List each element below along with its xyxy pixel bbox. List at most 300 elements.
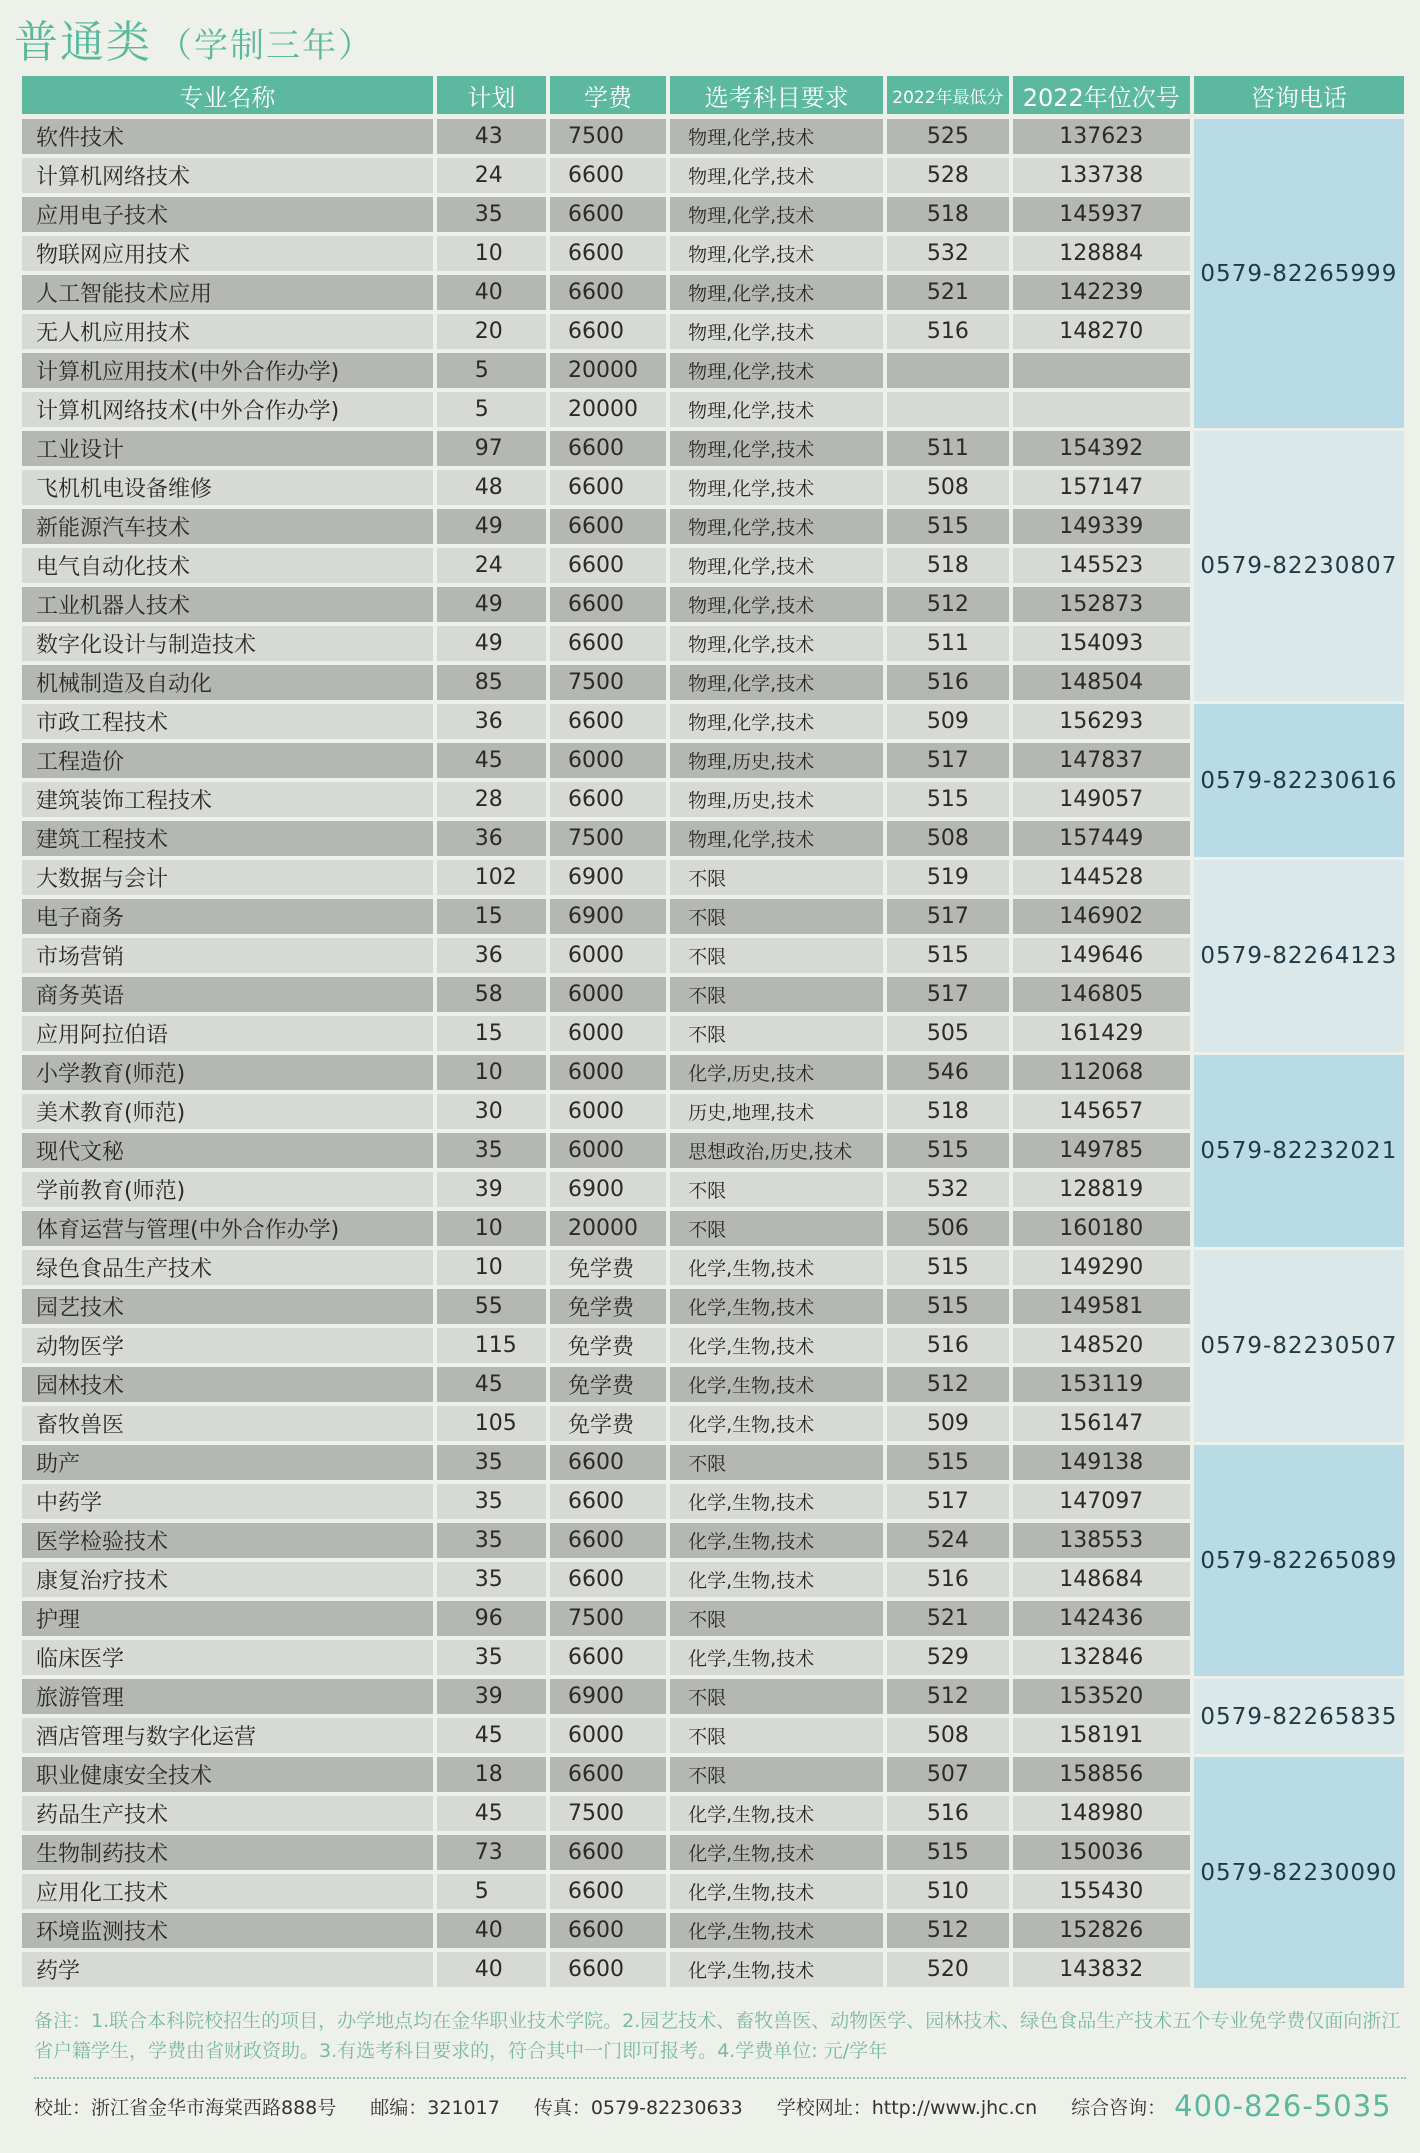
tuition: 免学费 — [550, 1367, 666, 1406]
subject-requirement: 物理,化学,技术 — [670, 704, 883, 743]
min-score-2022: 515 — [887, 509, 1009, 548]
rank-2022: 154392 — [1013, 431, 1190, 470]
plan-count: 49 — [437, 626, 546, 665]
table-row — [22, 1757, 1404, 1796]
tuition: 6600 — [550, 1835, 666, 1874]
subject-requirement: 物理,化学,技术 — [670, 314, 883, 353]
major-name: 应用化工技术 — [22, 1874, 433, 1913]
subject-requirement: 不限 — [670, 1016, 883, 1055]
plan-count: 36 — [437, 938, 546, 977]
col-header-min-score: 2022年最低分 — [887, 76, 1009, 119]
min-score-2022: 517 — [887, 977, 1009, 1016]
tuition: 6600 — [550, 275, 666, 314]
subject-requirement: 物理,化学,技术 — [670, 587, 883, 626]
rank-2022: 158856 — [1013, 1757, 1190, 1796]
tuition: 7500 — [550, 665, 666, 704]
footer-website[interactable]: 学校网址：http://www.jhc.cn — [776, 2096, 1038, 2119]
min-score-2022: 516 — [887, 1328, 1009, 1367]
table-header-row — [22, 76, 1404, 119]
min-score-2022: 512 — [887, 587, 1009, 626]
major-name: 体育运营与管理(中外合作办学) — [22, 1211, 433, 1250]
min-score-2022: 507 — [887, 1757, 1009, 1796]
min-score-2022 — [887, 392, 1009, 431]
major-name: 助产 — [22, 1445, 433, 1484]
major-name: 护理 — [22, 1601, 433, 1640]
table-row — [22, 1445, 1404, 1484]
rank-2022: 156147 — [1013, 1406, 1190, 1445]
plan-count: 45 — [437, 1796, 546, 1835]
rank-2022: 152826 — [1013, 1913, 1190, 1952]
consult-phone: 0579-82230807 — [1194, 431, 1404, 704]
min-score-2022: 515 — [887, 782, 1009, 821]
rank-2022: 142436 — [1013, 1601, 1190, 1640]
page-title — [14, 6, 374, 68]
subject-requirement: 不限 — [670, 1211, 883, 1250]
plan-count: 43 — [437, 119, 546, 158]
major-name: 现代文秘 — [22, 1133, 433, 1172]
tuition: 7500 — [550, 821, 666, 860]
plan-count: 35 — [437, 1523, 546, 1562]
rank-2022: 154093 — [1013, 626, 1190, 665]
tuition: 6600 — [550, 1445, 666, 1484]
tuition: 6600 — [550, 1952, 666, 1991]
subject-requirement: 化学,历史,技术 — [670, 1055, 883, 1094]
table-row — [22, 860, 1404, 899]
subject-requirement: 物理,化学,技术 — [670, 509, 883, 548]
min-score-2022: 516 — [887, 1562, 1009, 1601]
title-subtitle: （学制三年） — [158, 26, 374, 66]
major-name: 大数据与会计 — [22, 860, 433, 899]
major-name: 畜牧兽医 — [22, 1406, 433, 1445]
rank-2022: 156293 — [1013, 704, 1190, 743]
rank-2022: 153119 — [1013, 1367, 1190, 1406]
major-name: 旅游管理 — [22, 1679, 433, 1718]
rank-2022: 149339 — [1013, 509, 1190, 548]
rank-2022: 152873 — [1013, 587, 1190, 626]
tuition: 6900 — [550, 1172, 666, 1211]
table-row — [22, 1250, 1404, 1289]
title-main: 普通类 — [14, 17, 152, 68]
plan-count: 15 — [437, 1016, 546, 1055]
rank-2022: 145523 — [1013, 548, 1190, 587]
tuition: 6900 — [550, 1679, 666, 1718]
min-score-2022: 517 — [887, 899, 1009, 938]
col-header-major: 专业名称 — [22, 76, 433, 119]
rank-2022: 157147 — [1013, 470, 1190, 509]
col-header-tuition: 学费 — [550, 76, 666, 119]
min-score-2022: 508 — [887, 470, 1009, 509]
tuition: 6600 — [550, 782, 666, 821]
tuition: 6600 — [550, 1913, 666, 1952]
rank-2022: 148684 — [1013, 1562, 1190, 1601]
min-score-2022: 509 — [887, 1406, 1009, 1445]
tuition: 6000 — [550, 1094, 666, 1133]
subject-requirement: 化学,生物,技术 — [670, 1406, 883, 1445]
min-score-2022: 515 — [887, 1445, 1009, 1484]
footer-fax: 传真：0579-82230633 — [533, 2096, 743, 2119]
plan-count: 96 — [437, 1601, 546, 1640]
rank-2022: 150036 — [1013, 1835, 1190, 1874]
plan-count: 45 — [437, 1367, 546, 1406]
min-score-2022: 511 — [887, 431, 1009, 470]
major-name: 职业健康安全技术 — [22, 1757, 433, 1796]
subject-requirement: 物理,化学,技术 — [670, 353, 883, 392]
major-name: 物联网应用技术 — [22, 236, 433, 275]
tuition: 6600 — [550, 314, 666, 353]
tuition: 免学费 — [550, 1250, 666, 1289]
major-name: 医学检验技术 — [22, 1523, 433, 1562]
plan-count: 115 — [437, 1328, 546, 1367]
rank-2022: 149581 — [1013, 1289, 1190, 1328]
plan-count: 5 — [437, 1874, 546, 1913]
tuition: 6600 — [550, 587, 666, 626]
major-name: 动物医学 — [22, 1328, 433, 1367]
tuition: 6600 — [550, 626, 666, 665]
table-row — [22, 1055, 1404, 1094]
min-score-2022: 511 — [887, 626, 1009, 665]
major-name: 计算机网络技术 — [22, 158, 433, 197]
col-header-phone: 咨询电话 — [1194, 76, 1404, 119]
subject-requirement: 不限 — [670, 1757, 883, 1796]
major-name: 工程造价 — [22, 743, 433, 782]
footer — [34, 2086, 1406, 2126]
plan-count: 97 — [437, 431, 546, 470]
rank-2022: 149057 — [1013, 782, 1190, 821]
plan-count: 18 — [437, 1757, 546, 1796]
subject-requirement: 化学,生物,技术 — [670, 1250, 883, 1289]
consult-phone: 0579-82230507 — [1194, 1250, 1404, 1445]
subject-requirement: 化学,生物,技术 — [670, 1796, 883, 1835]
min-score-2022: 510 — [887, 1874, 1009, 1913]
plan-count: 40 — [437, 1952, 546, 1991]
plan-count: 35 — [437, 197, 546, 236]
min-score-2022: 546 — [887, 1055, 1009, 1094]
plan-count: 24 — [437, 158, 546, 197]
tuition: 6900 — [550, 899, 666, 938]
min-score-2022: 532 — [887, 1172, 1009, 1211]
plan-count: 10 — [437, 1211, 546, 1250]
table-row — [22, 704, 1404, 743]
table-row — [22, 431, 1404, 470]
plan-count: 49 — [437, 587, 546, 626]
min-score-2022: 521 — [887, 1601, 1009, 1640]
rank-2022: 153520 — [1013, 1679, 1190, 1718]
rank-2022: 155430 — [1013, 1874, 1190, 1913]
plan-count: 24 — [437, 548, 546, 587]
rank-2022: 147097 — [1013, 1484, 1190, 1523]
tuition: 20000 — [550, 1211, 666, 1250]
rank-2022: 146902 — [1013, 899, 1190, 938]
major-name: 康复治疗技术 — [22, 1562, 433, 1601]
major-name: 电子商务 — [22, 899, 433, 938]
notes: 备注：1.联合本科院校招生的项目，办学地点均在金华职业技术学院。2.园艺技术、畜牧兽医、动物医学、园林技术、绿色食品生产技术五个专业免学费仅面向浙江省户籍学生，学费由省财政资助。3.有选考科目要求的，符合其中一门即可报考。4.学费单位: 元/学年 — [34, 2010, 1401, 2062]
tuition: 6600 — [550, 158, 666, 197]
rank-2022: 158191 — [1013, 1718, 1190, 1757]
tuition: 6600 — [550, 1757, 666, 1796]
subject-requirement: 不限 — [670, 938, 883, 977]
rank-2022 — [1013, 353, 1190, 392]
col-header-subjects: 选考科目要求 — [670, 76, 883, 119]
major-name: 市政工程技术 — [22, 704, 433, 743]
subject-requirement: 历史,地理,技术 — [670, 1094, 883, 1133]
min-score-2022: 515 — [887, 1835, 1009, 1874]
subject-requirement: 物理,化学,技术 — [670, 431, 883, 470]
major-name: 绿色食品生产技术 — [22, 1250, 433, 1289]
major-name: 软件技术 — [22, 119, 433, 158]
tuition: 6000 — [550, 1016, 666, 1055]
major-name: 飞机机电设备维修 — [22, 470, 433, 509]
tuition: 6600 — [550, 1874, 666, 1913]
plan-count: 40 — [437, 275, 546, 314]
tuition: 6600 — [550, 1523, 666, 1562]
plan-count: 28 — [437, 782, 546, 821]
rank-2022: 143832 — [1013, 1952, 1190, 1991]
plan-count: 55 — [437, 1289, 546, 1328]
min-score-2022: 518 — [887, 548, 1009, 587]
min-score-2022 — [887, 353, 1009, 392]
plan-count: 35 — [437, 1133, 546, 1172]
rank-2022 — [1013, 392, 1190, 431]
subject-requirement: 不限 — [670, 1679, 883, 1718]
major-name: 建筑工程技术 — [22, 821, 433, 860]
min-score-2022: 518 — [887, 197, 1009, 236]
major-name: 计算机应用技术(中外合作办学) — [22, 353, 433, 392]
rank-2022: 148270 — [1013, 314, 1190, 353]
subject-requirement: 不限 — [670, 899, 883, 938]
footer-divider — [34, 2077, 1406, 2079]
table-row — [22, 119, 1404, 158]
min-score-2022: 528 — [887, 158, 1009, 197]
tuition: 6600 — [550, 1484, 666, 1523]
tuition: 7500 — [550, 1601, 666, 1640]
major-name: 市场营销 — [22, 938, 433, 977]
table-body — [22, 119, 1404, 1991]
major-name: 建筑装饰工程技术 — [22, 782, 433, 821]
subject-requirement: 物理,化学,技术 — [670, 158, 883, 197]
subject-requirement: 化学,生物,技术 — [670, 1562, 883, 1601]
rank-2022: 112068 — [1013, 1055, 1190, 1094]
major-name: 机械制造及自动化 — [22, 665, 433, 704]
plan-count: 10 — [437, 1055, 546, 1094]
min-score-2022: 517 — [887, 1484, 1009, 1523]
min-score-2022: 509 — [887, 704, 1009, 743]
rank-2022: 148504 — [1013, 665, 1190, 704]
tuition: 7500 — [550, 119, 666, 158]
consult-phone: 0579-82264123 — [1194, 860, 1404, 1055]
tuition: 6600 — [550, 548, 666, 587]
plan-count: 35 — [437, 1445, 546, 1484]
min-score-2022: 512 — [887, 1913, 1009, 1952]
tuition: 6900 — [550, 860, 666, 899]
consult-phone: 0579-82265835 — [1194, 1679, 1404, 1757]
tuition: 6600 — [550, 431, 666, 470]
major-name: 商务英语 — [22, 977, 433, 1016]
plan-count: 73 — [437, 1835, 546, 1874]
major-name: 生物制药技术 — [22, 1835, 433, 1874]
subject-requirement: 物理,化学,技术 — [670, 548, 883, 587]
subject-requirement: 物理,历史,技术 — [670, 782, 883, 821]
major-name: 电气自动化技术 — [22, 548, 433, 587]
major-name: 无人机应用技术 — [22, 314, 433, 353]
plan-count: 36 — [437, 821, 546, 860]
rank-2022: 147837 — [1013, 743, 1190, 782]
plan-count: 48 — [437, 470, 546, 509]
rank-2022: 146805 — [1013, 977, 1190, 1016]
min-score-2022: 532 — [887, 236, 1009, 275]
plan-count: 35 — [437, 1640, 546, 1679]
subject-requirement: 思想政治,历史,技术 — [670, 1133, 883, 1172]
consult-phone: 0579-82230090 — [1194, 1757, 1404, 1991]
min-score-2022: 517 — [887, 743, 1009, 782]
subject-requirement: 物理,化学,技术 — [670, 275, 883, 314]
major-name: 应用阿拉伯语 — [22, 1016, 433, 1055]
col-header-rank: 2022年位次号 — [1013, 76, 1190, 119]
enrollment-table — [18, 76, 1408, 1991]
plan-count: 40 — [437, 1913, 546, 1952]
major-name: 中药学 — [22, 1484, 433, 1523]
consult-phone: 0579-82265089 — [1194, 1445, 1404, 1679]
tuition: 6600 — [550, 704, 666, 743]
subject-requirement: 化学,生物,技术 — [670, 1913, 883, 1952]
plan-count: 35 — [437, 1562, 546, 1601]
plan-count: 85 — [437, 665, 546, 704]
plan-count: 5 — [437, 353, 546, 392]
subject-requirement: 不限 — [670, 860, 883, 899]
subject-requirement: 化学,生物,技术 — [670, 1289, 883, 1328]
tuition: 6600 — [550, 1562, 666, 1601]
tuition: 免学费 — [550, 1289, 666, 1328]
rank-2022: 148520 — [1013, 1328, 1190, 1367]
rank-2022: 148980 — [1013, 1796, 1190, 1835]
major-name: 环境监测技术 — [22, 1913, 433, 1952]
plan-count: 58 — [437, 977, 546, 1016]
tuition: 免学费 — [550, 1406, 666, 1445]
rank-2022: 137623 — [1013, 119, 1190, 158]
footer-consult-label: 综合咨询： — [1071, 2096, 1167, 2119]
rank-2022: 161429 — [1013, 1016, 1190, 1055]
tuition: 6000 — [550, 1055, 666, 1094]
rank-2022: 138553 — [1013, 1523, 1190, 1562]
plan-count: 10 — [437, 1250, 546, 1289]
plan-count: 39 — [437, 1172, 546, 1211]
plan-count: 20 — [437, 314, 546, 353]
col-header-plan: 计划 — [437, 76, 546, 119]
min-score-2022: 519 — [887, 860, 1009, 899]
subject-requirement: 不限 — [670, 977, 883, 1016]
tuition: 6600 — [550, 197, 666, 236]
plan-count: 45 — [437, 743, 546, 782]
footer-hotline[interactable]: 400-826-5035 — [1174, 2089, 1392, 2123]
plan-count: 10 — [437, 236, 546, 275]
subject-requirement: 化学,生物,技术 — [670, 1367, 883, 1406]
major-name: 工业设计 — [22, 431, 433, 470]
rank-2022: 128884 — [1013, 236, 1190, 275]
major-name: 小学教育(师范) — [22, 1055, 433, 1094]
tuition: 6600 — [550, 470, 666, 509]
subject-requirement: 不限 — [670, 1445, 883, 1484]
major-name: 新能源汽车技术 — [22, 509, 433, 548]
rank-2022: 149138 — [1013, 1445, 1190, 1484]
min-score-2022: 505 — [887, 1016, 1009, 1055]
tuition: 6000 — [550, 938, 666, 977]
subject-requirement: 物理,化学,技术 — [670, 821, 883, 860]
min-score-2022: 515 — [887, 938, 1009, 977]
tuition: 6000 — [550, 1133, 666, 1172]
rank-2022: 149785 — [1013, 1133, 1190, 1172]
plan-count: 5 — [437, 392, 546, 431]
subject-requirement: 物理,化学,技术 — [670, 665, 883, 704]
tuition: 6000 — [550, 743, 666, 782]
min-score-2022: 520 — [887, 1952, 1009, 1991]
rank-2022: 132846 — [1013, 1640, 1190, 1679]
min-score-2022: 512 — [887, 1679, 1009, 1718]
consult-phone: 0579-82230616 — [1194, 704, 1404, 860]
subject-requirement: 物理,化学,技术 — [670, 392, 883, 431]
min-score-2022: 515 — [887, 1289, 1009, 1328]
subject-requirement: 物理,化学,技术 — [670, 119, 883, 158]
subject-requirement: 物理,化学,技术 — [670, 197, 883, 236]
rank-2022: 133738 — [1013, 158, 1190, 197]
subject-requirement: 物理,化学,技术 — [670, 626, 883, 665]
rank-2022: 128819 — [1013, 1172, 1190, 1211]
major-name: 工业机器人技术 — [22, 587, 433, 626]
min-score-2022: 525 — [887, 119, 1009, 158]
subject-requirement: 不限 — [670, 1172, 883, 1211]
min-score-2022: 529 — [887, 1640, 1009, 1679]
plan-count: 49 — [437, 509, 546, 548]
major-name: 人工智能技术应用 — [22, 275, 433, 314]
consult-phone: 0579-82232021 — [1194, 1055, 1404, 1250]
consult-phone: 0579-82265999 — [1194, 119, 1404, 431]
subject-requirement: 化学,生物,技术 — [670, 1523, 883, 1562]
min-score-2022: 508 — [887, 1718, 1009, 1757]
major-name: 应用电子技术 — [22, 197, 433, 236]
tuition: 20000 — [550, 392, 666, 431]
major-name: 临床医学 — [22, 1640, 433, 1679]
tuition: 免学费 — [550, 1328, 666, 1367]
footer-postcode: 邮编：321017 — [370, 2096, 500, 2119]
subject-requirement: 化学,生物,技术 — [670, 1952, 883, 1991]
plan-count: 39 — [437, 1679, 546, 1718]
major-name: 酒店管理与数字化运营 — [22, 1718, 433, 1757]
subject-requirement: 化学,生物,技术 — [670, 1835, 883, 1874]
plan-count: 45 — [437, 1718, 546, 1757]
tuition: 6600 — [550, 1640, 666, 1679]
major-name: 学前教育(师范) — [22, 1172, 433, 1211]
plan-count: 35 — [437, 1484, 546, 1523]
major-name: 园艺技术 — [22, 1289, 433, 1328]
min-score-2022: 516 — [887, 665, 1009, 704]
tuition: 7500 — [550, 1796, 666, 1835]
subject-requirement: 化学,生物,技术 — [670, 1328, 883, 1367]
subject-requirement: 化学,生物,技术 — [670, 1640, 883, 1679]
min-score-2022: 508 — [887, 821, 1009, 860]
major-name: 数字化设计与制造技术 — [22, 626, 433, 665]
rank-2022: 149646 — [1013, 938, 1190, 977]
rank-2022: 144528 — [1013, 860, 1190, 899]
min-score-2022: 524 — [887, 1523, 1009, 1562]
rank-2022: 145657 — [1013, 1094, 1190, 1133]
major-name: 药品生产技术 — [22, 1796, 433, 1835]
min-score-2022: 518 — [887, 1094, 1009, 1133]
subject-requirement: 物理,化学,技术 — [670, 236, 883, 275]
plan-count: 102 — [437, 860, 546, 899]
rank-2022: 149290 — [1013, 1250, 1190, 1289]
table-row — [22, 1679, 1404, 1718]
major-name: 药学 — [22, 1952, 433, 1991]
subject-requirement: 化学,生物,技术 — [670, 1874, 883, 1913]
footer-address: 校址：浙江省金华市海棠西路888号 — [34, 2096, 337, 2119]
